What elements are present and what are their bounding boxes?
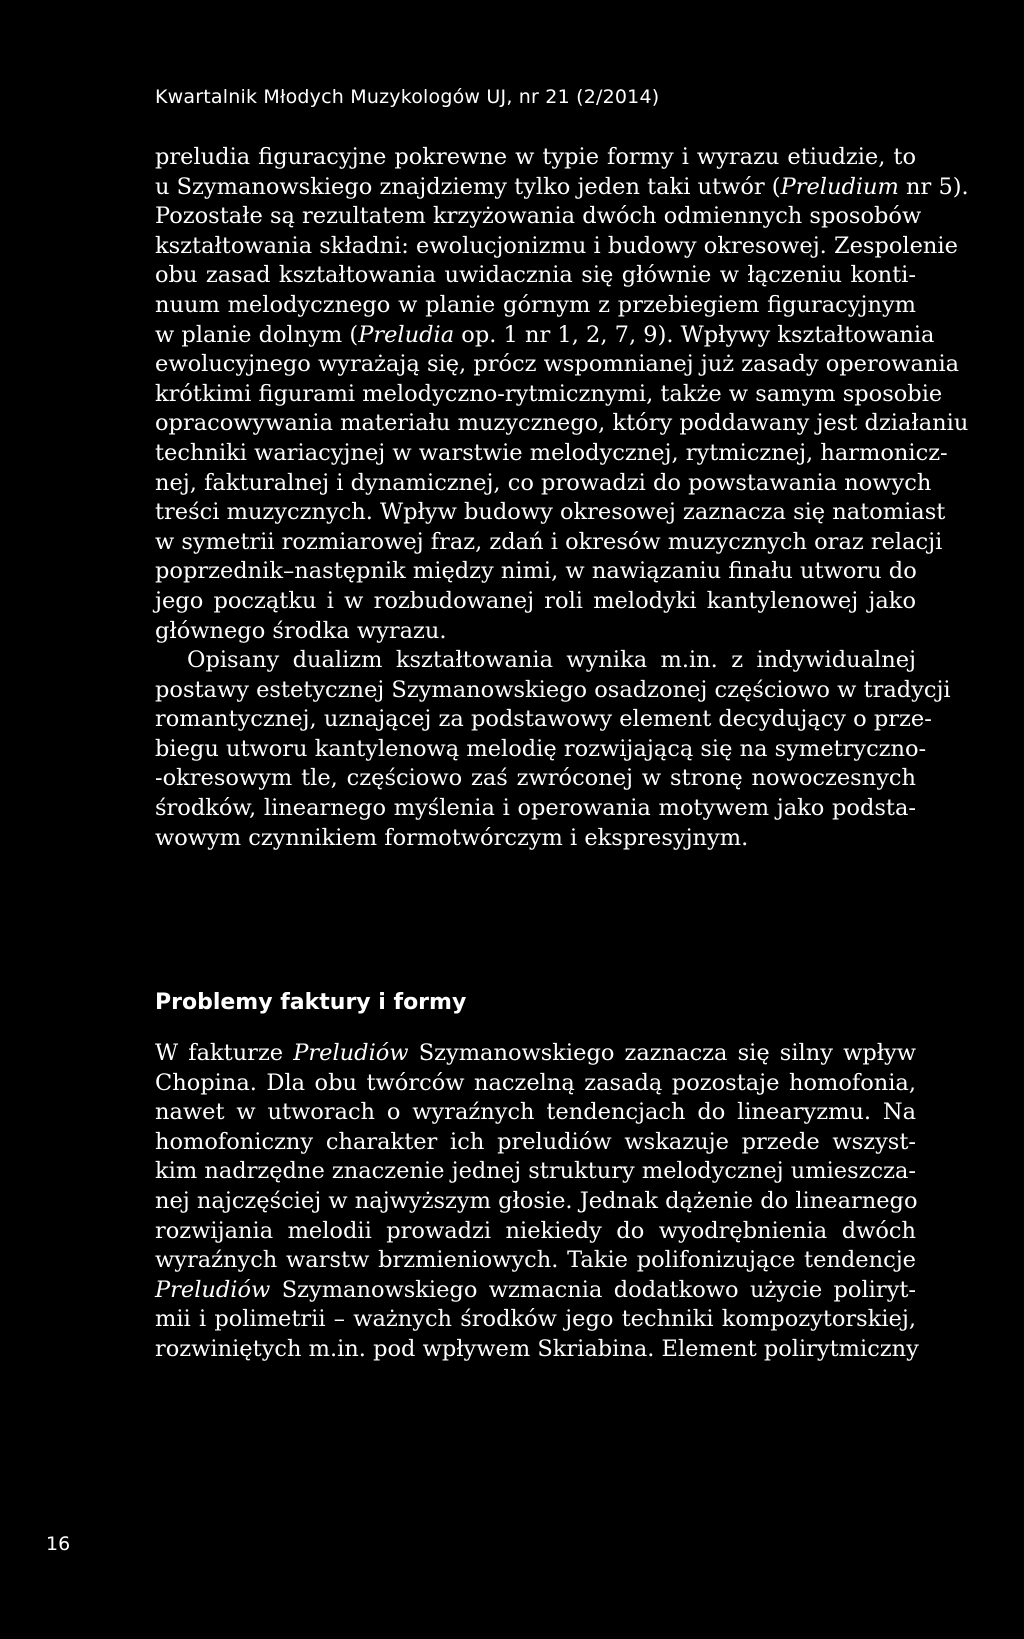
text-line: krótkimi figurami melodyczno-rytmicznymi, także w samym sposobie [155,380,943,407]
text-line: -okresowym tle, częściowo zaś zwróconej w stronę nowoczesnych [155,765,916,792]
text-line [155,173,969,203]
text-line: kim nadrzędne znaczenie jednej struktury melodycznej umieszcza- [155,1158,916,1185]
italic-title: Preludium [780,173,899,200]
text-line: Opisany dualizm kształtowania wynika m.in. z indywidualnej [187,647,916,674]
text-line: wowym czynnikiem formotwórczym i ekspresyjnym. [155,824,749,851]
italic-title: Preludiów [155,1276,271,1303]
text-segment: w planie dolnym ( [155,321,359,348]
text-line: opracowywania materiału muzycznego, który poddawany jest działaniu [155,410,969,437]
text-line: ewolucyjnego wyrażają się, prócz wspomnianej już zasady operowania [155,351,960,378]
text-line: techniki wariacyjnej w warstwie melodycznej, rytmicznej, harmonicz- [155,439,948,466]
text-line: obu zasad kształtowania uwidacznia się głównie w łączeniu konti- [155,262,916,289]
text-line: romantycznej, uznającej za podstawowy element decydujący o prze- [155,706,932,733]
text-line: treści muzycznych. Wpływ budowy okresowej zaznacza się natomiast [155,499,946,526]
text-line: nuum melodycznego w planie górnym z przebiegiem figuracyjnym [155,291,916,318]
text-segment: nr 5). [898,173,969,200]
text-segment: op. 1 nr 1, 2, 7, 9). Wpływy kształtowania [454,321,935,348]
text-line: nawet w utworach o wyraźnych tendencjach do linearyzmu. Na [155,1099,916,1126]
text-line: nej, fakturalnej i dynamicznej, co prowadzi do powstawania nowych [155,469,932,496]
paragraph-block-2 [155,1039,919,1365]
text-line: kształtowania składni: ewolucjonizmu i budowy okresowej. Zespolenie [155,232,958,259]
text-segment: Szymanowskiego wzmacnia dodatkowo użycie poliryt- [270,1276,916,1303]
text-line: rozwijania melodii prowadzi niekiedy do wyodrębnienia dwóch [155,1217,916,1244]
text-line: postawy estetycznej Szymanowskiego osadzonej częściowo w tradycji [155,676,951,703]
text-line: głównego środka wyrazu. [155,617,447,644]
italic-title: Preludia [358,321,455,348]
text-line: biegu utworu kantylenową melodię rozwijającą się na symetryczno- [155,735,927,762]
text-line: rozwiniętych m.in. pod wpływem Skriabina. Element polirytmiczny [155,1335,919,1362]
text-segment: W fakturze [155,1040,294,1066]
text-line: mii i polimetrii – ważnych środków jego techniki kompozytorskiej, [155,1306,916,1333]
text-line: jego początku i w rozbudowanej roli melodyki kantylenowej jako [155,587,916,614]
text-line [155,1039,916,1069]
text-line: preludia figuracyjne pokrewne w typie formy i wyrazu etiudzie, to [155,144,916,170]
text-line [155,321,935,351]
text-line: homofoniczny charakter ich preludiów wskazuje przede wszyst- [155,1128,916,1155]
text-line: Pozostałe są rezultatem krzyżowania dwóch odmiennych sposobów [155,203,922,230]
text-line: poprzednik–następnik między nimi, w nawiązaniu finału utworu do [155,558,917,585]
text-line: środków, linearnego myślenia i operowania motywem jako podsta- [155,795,916,822]
running-header: Kwartalnik Młodych Muzykologów UJ, nr 21 (2/2014) [155,86,660,108]
paragraph-block-1 [155,143,969,853]
text-line: nej najczęściej w najwyższym głosie. Jednak dążenie do linearnego [155,1187,918,1214]
text-segment: Szymanowskiego zaznacza się silny wpływ [408,1040,917,1066]
text-segment: u Szymanowskiego znajdziemy tylko jeden taki utwór ( [155,173,781,200]
section-heading: Problemy faktury i formy [155,990,467,1015]
text-line [155,1276,916,1306]
italic-title: Preludiów [293,1040,409,1066]
text-line: Chopina. Dla obu twórców naczelną zasadą pozostaje homofonia, [155,1069,916,1096]
text-line: w symetrii rozmiarowej fraz, zdań i okresów muzycznych oraz relacji [155,528,943,555]
page-number: 16 [46,1533,71,1555]
text-line: wyraźnych warstw brzmieniowych. Takie polifonizujące tendencje [155,1247,916,1274]
